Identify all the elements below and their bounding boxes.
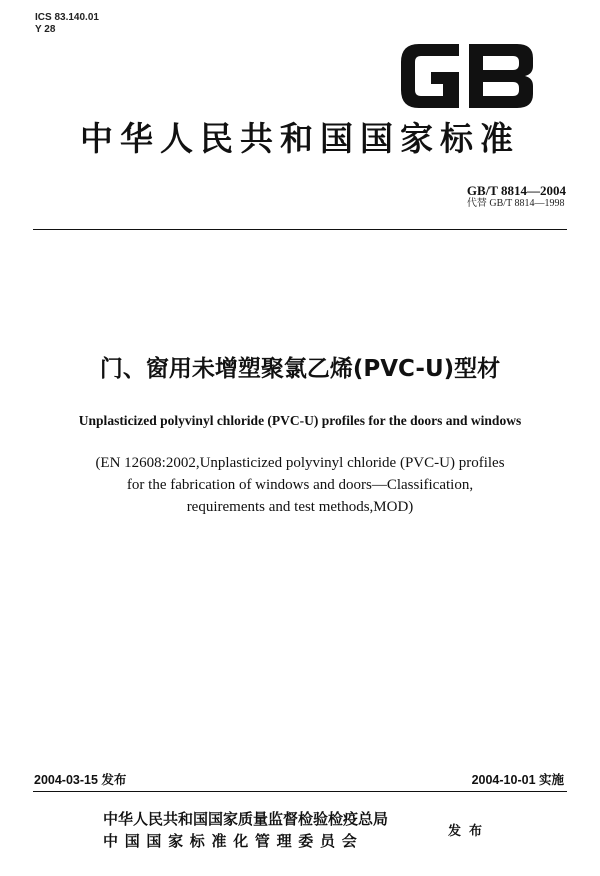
- classification-codes: [35, 12, 99, 36]
- publish-label: 发布: [448, 824, 491, 839]
- gb-logo-b: [469, 44, 533, 108]
- national-standard-title: 中华人民共和国国家标准: [80, 119, 520, 158]
- header-divider: [33, 229, 567, 230]
- equivalence-line: (EN 12608:2002,Unplasticized polyvinyl chloride (PVC-U) profiles: [95, 455, 505, 471]
- issuer-aqsiq: 中华人民共和国国家质量监督检验检疫总局: [103, 810, 389, 828]
- gb-logo: [397, 40, 537, 112]
- standard-number-block: [467, 183, 566, 210]
- equivalence-line: for the fabrication of windows and doors—Classification,: [126, 477, 474, 493]
- replaces-code: 代替 GB/T 8814—1998: [466, 198, 565, 209]
- gb-logo-g: [401, 44, 459, 108]
- equivalence-statement: [40, 452, 560, 518]
- issuing-authorities: [103, 808, 388, 852]
- equivalence-line: requirements and test methods,MOD): [186, 499, 414, 515]
- document-title-english: Unplasticized polyvinyl chloride (PVC-U) profiles for the doors and windows: [78, 413, 522, 428]
- document-title-chinese: 门、窗用未增塑聚氯乙烯(PVC-U)型材: [99, 356, 501, 382]
- issuer-sac: 中国国家标准化管理委员会: [103, 832, 364, 850]
- implementation-date: 2004-10-01 实施: [471, 773, 564, 787]
- issue-date: 2004-03-15 发布: [34, 773, 127, 787]
- ics-code: ICS 83.140.01: [35, 12, 99, 23]
- standard-code: GB/T 8814—2004: [466, 183, 566, 198]
- ccs-code: Y 28: [35, 24, 56, 35]
- dates-row: [33, 770, 567, 788]
- footer-divider: [33, 791, 567, 792]
